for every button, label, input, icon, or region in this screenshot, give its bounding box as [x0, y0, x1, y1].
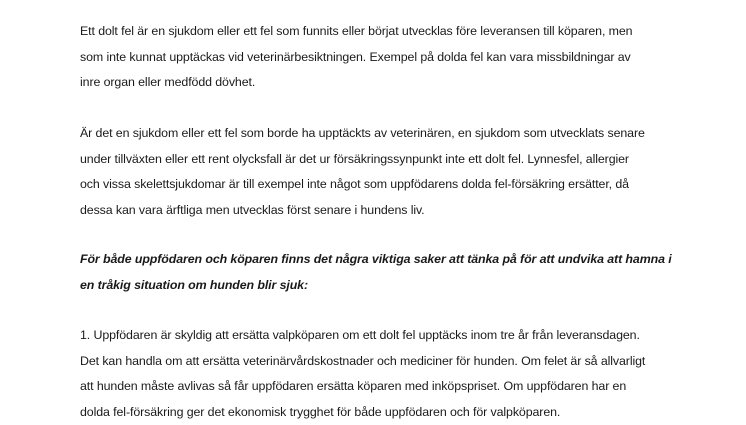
text-line: och vissa skelettsjukdomar är till exempel inte något som uppfödarens dolda fel-försäkring ersätter, då	[80, 172, 680, 198]
text-line: inre organ eller medfödd dövhet.	[80, 70, 680, 96]
text-line: 1. Uppfödaren är skyldig att ersätta valpköparen om ett dolt fel upptäcks inom tre år från leveransdagen.	[80, 323, 680, 349]
paragraph-hidden-defect-definition	[80, 19, 680, 96]
text-line: som inte kunnat upptäckas vid veterinärbesiktningen. Exempel på dolda fel kan vara missbildningar av	[80, 45, 680, 71]
paragraph-not-hidden-defect	[80, 121, 680, 223]
text-line: Ett dolt fel är en sjukdom eller ett fel som funnits eller börjat utvecklas före leveransen till köparen, men	[80, 19, 680, 45]
paragraph-breeder-obligation	[80, 323, 680, 425]
text-line: dolda fel-försäkring ger det ekonomisk trygghet för både uppfödaren och för valpköparen.	[80, 400, 680, 425]
text-line: Är det en sjukdom eller ett fel som borde ha upptäckts av veterinären, en sjukdom som utvecklats senare	[80, 121, 680, 147]
text-line: en tråkig situation om hunden blir sjuk:	[80, 273, 680, 299]
text-line: att hunden måste avlivas så får uppfödaren ersätta köparen med inköpspriset. Om uppfödaren har en	[80, 374, 680, 400]
text-line: dessa kan vara ärftliga men utvecklas först senare i hundens liv.	[80, 198, 680, 224]
text-line: under tillväxten eller ett rent olycksfall är det ur försäkringssynpunkt inte ett dolt fel. Lynnesfel, allergier	[80, 147, 680, 173]
paragraph-important-notice-heading	[80, 247, 680, 298]
text-line: För både uppfödaren och köparen finns det några viktiga saker att tänka på för att undvika att hamna i	[80, 247, 680, 273]
text-line: Det kan handla om att ersätta veterinärvårdskostnader och mediciner för hunden. Om felet är så allvarligt	[80, 349, 680, 375]
